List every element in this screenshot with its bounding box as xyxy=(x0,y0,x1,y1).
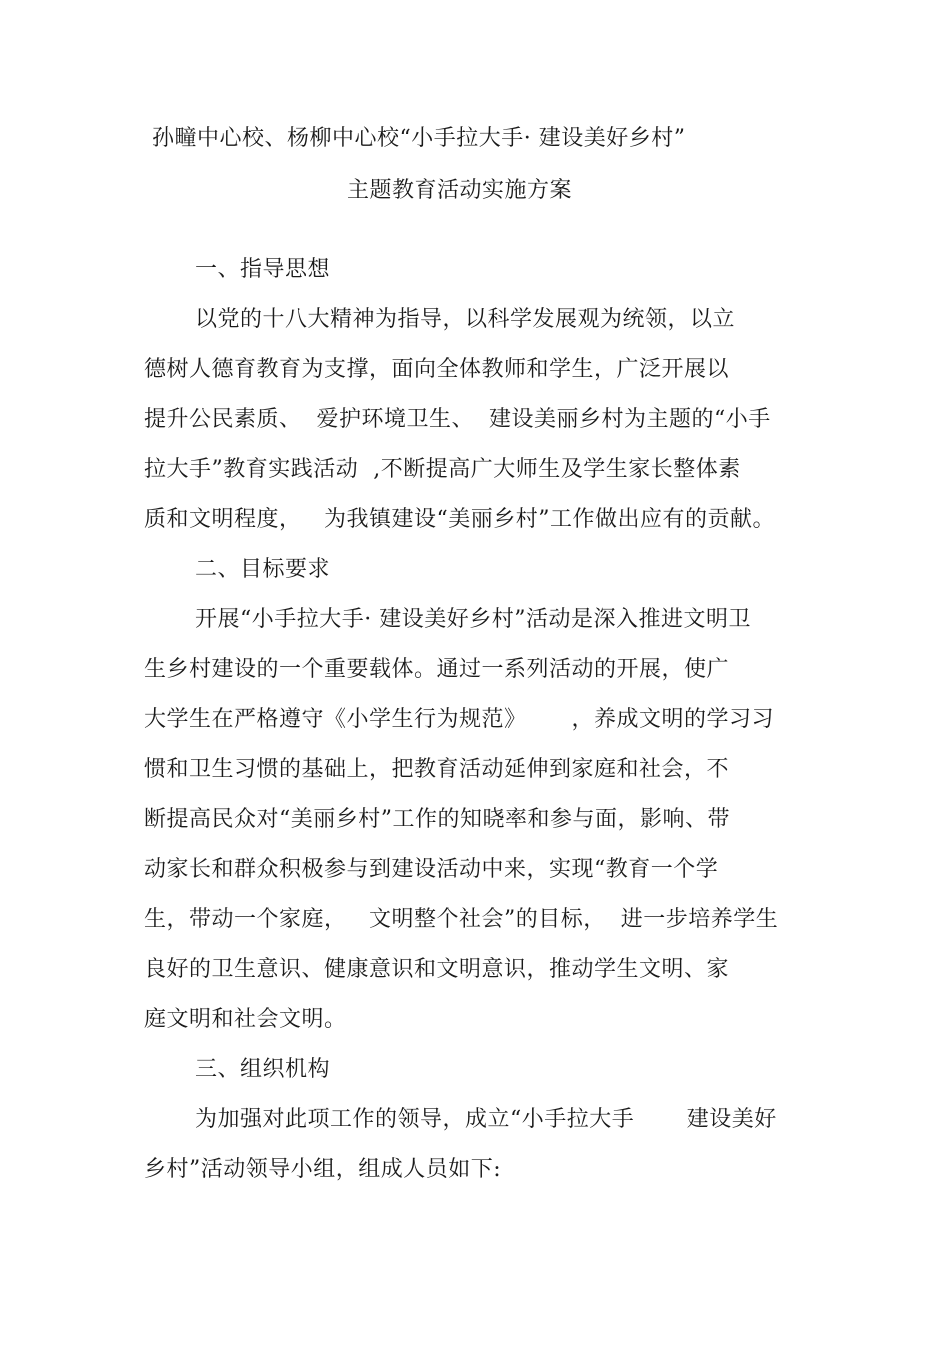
section-3-line-1: 为加强对此项工作的领导，成立“小手拉大手 建设美好 xyxy=(195,1107,777,1132)
section-1-line-2: 德树人德育教育为支撑，面向全体教师和学生，广泛开展以 xyxy=(144,357,730,382)
section-2-line-8: 良好的卫生意识、健康意识和文明意识，推动学生文明、家 xyxy=(144,957,730,982)
section-1-line-5: 质和文明程度， 为我镇建设“美丽乡村”工作做出应有的贡献。 xyxy=(144,507,775,532)
section-1-line-3: 提升公民素质、 爱护环境卫生、 建设美丽乡村为主题的“小手 xyxy=(144,407,771,432)
section-3-line-2: 乡村”活动领导小组，组成人员如下: xyxy=(144,1157,502,1182)
section-heading-2: 二、目标要求 xyxy=(195,557,331,582)
section-2-line-5: 断提高民众对“美丽乡村”工作的知晓率和参与面，影响、带 xyxy=(144,807,730,832)
section-1-line-4: 拉大手”教育实践活动 ,不断提高广大师生及学生家长整体素 xyxy=(144,457,741,482)
document-title-line-1: 孙疃中心校、杨柳中心校“小手拉大手· 建设美好乡村” xyxy=(152,126,686,151)
section-2-line-3: 大学生在严格遵守《小学生行为规范》 ，养成文明的学习习 xyxy=(144,707,774,732)
section-2-line-6: 动家长和群众积极参与到建设活动中来，实现“教育一个学 xyxy=(144,857,719,882)
document-title-line-2: 主题教育活动实施方案 xyxy=(347,178,573,203)
section-heading-3: 三、组织机构 xyxy=(195,1057,331,1082)
section-2-line-4: 惯和卫生习惯的基础上，把教育活动延伸到家庭和社会，不 xyxy=(144,757,730,782)
section-2-line-7: 生，带动一个家庭， 文明整个社会”的目标， 进一步培养学生 xyxy=(144,907,779,932)
section-2-line-2: 生乡村建设的一个重要载体。通过一系列活动的开展，使广 xyxy=(144,657,730,682)
section-heading-1: 一、指导思想 xyxy=(195,257,331,282)
section-1-line-1: 以党的十八大精神为指导，以科学发展观为统领，以立 xyxy=(195,307,736,332)
section-2-line-9: 庭文明和社会文明。 xyxy=(144,1007,347,1032)
section-2-line-1: 开展“小手拉大手· 建设美好乡村”活动是深入推进文明卫 xyxy=(195,607,751,632)
